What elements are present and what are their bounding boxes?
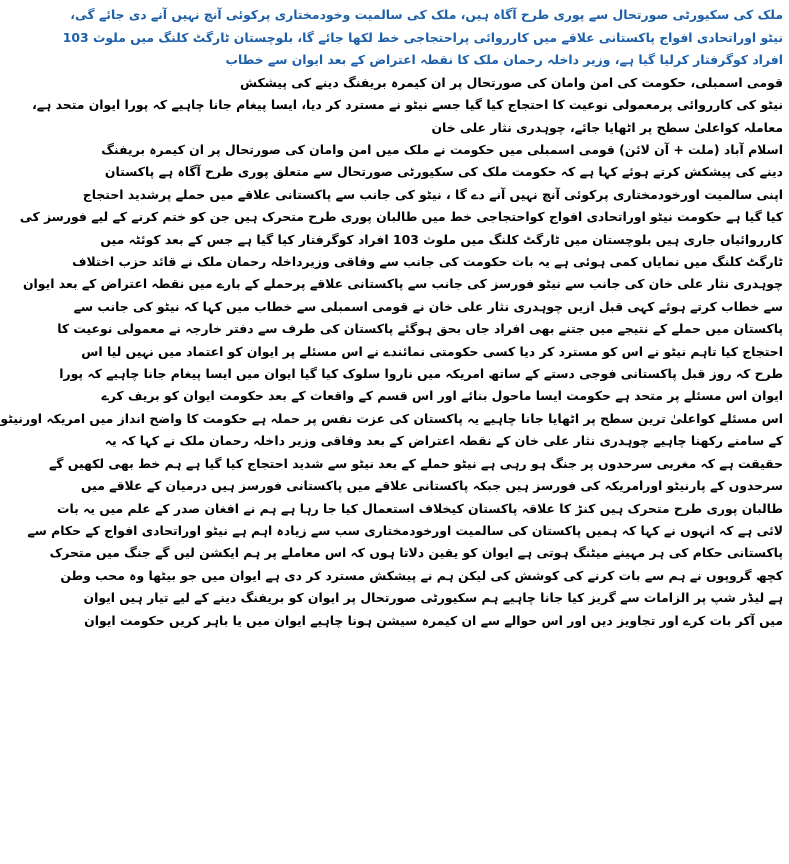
summary-line: معاملہ کواعلیٰ سطح پر اٹھایا جائے، چوہدری نثار علی خان bbox=[431, 119, 783, 135]
article-line: ہے لیڈر شپ پر الزامات سے گریز کیا جانا چاہیے ہم سکیورٹی صورتحال پر ایوان کو بریفنگ دینے کے لیے تیار ہیں ایوان bbox=[83, 590, 783, 606]
article-line: کچھ گروپوں نے ہم سے بات کرنے کی کوشش کی لیکن ہم نے پیشکش مسترد کر دی ہے ایوان میں جو بیٹھا وہ محب وطن bbox=[60, 567, 783, 583]
article-line: کے سامنے رکھنا چاہیے چوہدری نثار علی خان کے نقطہ اعتراض کے بعد وفاقی وزیر داخلہ رحمان ملک نے کہا کہ یہ bbox=[104, 433, 783, 449]
article-line: پاکستان میں حملے کے نتیجے میں جتنے بھی افراد جاں بحق ہوگئے پاکستان کی طرف سے دفتر خارجہ نے معمولی نوعیت کا bbox=[57, 321, 783, 337]
article-line: چوہدری نثار علی خان کی جانب سے نیٹو فورسز کی جانب سے پاکستانی علاقے پرحملے کے بارے میں نقطہ اعتراض کے بعد ایوان bbox=[22, 276, 783, 292]
headline-line: نیٹو اوراتحادی افواج پاکستانی علاقے میں کارروائی پراحتجاجی خط لکھا جائے گا، بلوچستان ٹارگٹ کلنگ میں ملوث 103 bbox=[62, 29, 783, 45]
article-line: میں آکر بات کرے اور تجاویز دیں اور اس حوالے سے ان کیمرہ سیشن ہونا چاہیے ایوان میں یا باہر کریں حکومت ایوان bbox=[84, 612, 783, 628]
summary-line: نیٹو کی کارروائی پرمعمولی نوعیت کا احتجاج کیا گیا جسے نیٹو نے مسترد کر دیا، ایسا پیغام جانا چاہیے کہ پورا ایوان متحد ہے، bbox=[32, 97, 783, 112]
headline-line: افراد کوگرفتار کرلیا گیا ہے، وزیر داخلہ رحمان ملک کا نقطہ اعتراض کے بعد ایوان سے خطاب bbox=[225, 52, 783, 67]
article-line: پاکستانی حکام کی ہر مہینے میٹنگ ہوتی ہے ایوان کو یقین دلاتا ہوں کہ اس معاملے پر ہم ایکشن لیں گے جنگ میں متحرک bbox=[49, 545, 783, 561]
article-line: طرح کہ روز قبل پاکستانی فوجی دستے کے ساتھ امریکہ میں ناروا سلوک کیا گیا ایوان میں ایسا پیغام جانا چاہیے کہ پورا bbox=[59, 366, 783, 382]
headline-line: ملک کی سکیورٹی صورتحال سے پوری طرح آگاہ ہیں، ملک کی سالمیت وخودمختاری پرکوئی آنچ نہیں آنے دی جائے گی، bbox=[70, 7, 783, 22]
article-line: اپنی سالمیت اورخودمختاری پرکوئی آنچ نہیں آنے دے گا ، نیٹو کی جانب سے پاکستانی علاقے میں حملے پرشدید احتجاج bbox=[82, 186, 783, 202]
article-line: ایوان اس مسئلے پر متحد ہے حکومت ایسا ماحول بنائے اور اس قسم کے واقعات کے بعد حکومت ایوان کو بریف کرے bbox=[101, 388, 783, 404]
summary-line: قومی اسمبلی، حکومت کی امن وامان کی صورتحال پر ان کیمرہ بریفنگ دینے کی پیشکش bbox=[239, 74, 783, 90]
article-line: کارروائیاں جاری ہیں بلوچستان میں ٹارگٹ کلنگ میں ملوث 103 افراد کوگرفتار کیا گیا ہے جس کے بعد کوئٹہ میں bbox=[100, 231, 783, 247]
article-body bbox=[0, 139, 783, 632]
article-line: احتجاج کیا تاہم نیٹو نے اس کو مسترد کر دیا کسی حکومتی نمائندے نے اس مسئلے پر ایوان کو اعتماد میں نہیں لیا اس bbox=[81, 343, 783, 359]
article-line: لائی ہے کہ انہوں نے کہا کہ ہمیں پاکستان کی سالمیت اورخودمختاری سب سے زیادہ اہم ہے نیٹو اوراتحادی افواج کے حکام سے bbox=[27, 522, 783, 538]
article-line: دینے کی پیشکش کرتے ہوئے کہا ہے کہ حکومت ملک کی سکیورٹی صورتحال سے متعلق پوری طرح آگاہ ہے پاکستان bbox=[104, 164, 783, 180]
summary-block bbox=[32, 72, 783, 140]
headline-block bbox=[62, 4, 783, 72]
article-line: سے خطاب کرتے ہوئے کہی قبل ازیں چوہدری نثار علی خان نے قومی اسمبلی سے خطاب میں کہا کہ نیٹو کی جانب سے bbox=[73, 298, 783, 314]
article-line: طالبان پوری طرح متحرک ہیں کنڑ کا علاقہ پاکستان کیخلاف استعمال کیا جا رہا ہے ہم نے افغان صدر کے علم میں یہ بات bbox=[57, 500, 783, 516]
article-line: اس مسئلے کواعلیٰ ترین سطح پر اٹھایا جانا چاہیے یہ پاکستان کی عزت نفس پر حملہ ہے حکومت کا واضح انداز میں امریکہ اورنیٹو bbox=[0, 410, 783, 426]
article-line: حقیقت ہے کہ مغربی سرحدوں پر جنگ ہو رہی ہے نیٹو حملے کے بعد نیٹو سے شدید احتجاج کیا گیا ہے ہم خط بھی لکھیں گے bbox=[49, 455, 783, 471]
article-line: سرحدوں کے پارنیٹو اورامریکہ کی فورسز ہیں جبکہ پاکستانی علاقے میں پاکستانی فورسز ہیں درمیان کے علاقے میں bbox=[80, 478, 783, 494]
article-line: ٹارگٹ کلنگ میں نمایاں کمی ہوئی ہے یہ بات حکومت کی جانب سے وفاقی وزیرداخلہ رحمان ملک نے قائد حزب اختلاف bbox=[72, 254, 783, 270]
article-line: کیا گیا ہے حکومت نیٹو اوراتحادی افواج کواحتجاجی خط میں طالبان پوری طرح متحرک ہیں جن کو ختم کرنے کے لیے فورسز کی bbox=[19, 209, 783, 225]
article-line: اسلام آباد (ملت + آن لائن) قومی اسمبلی میں حکومت نے ملک میں امن وامان کی صورتحال پر ان کیمرہ بریفنگ bbox=[101, 142, 783, 157]
